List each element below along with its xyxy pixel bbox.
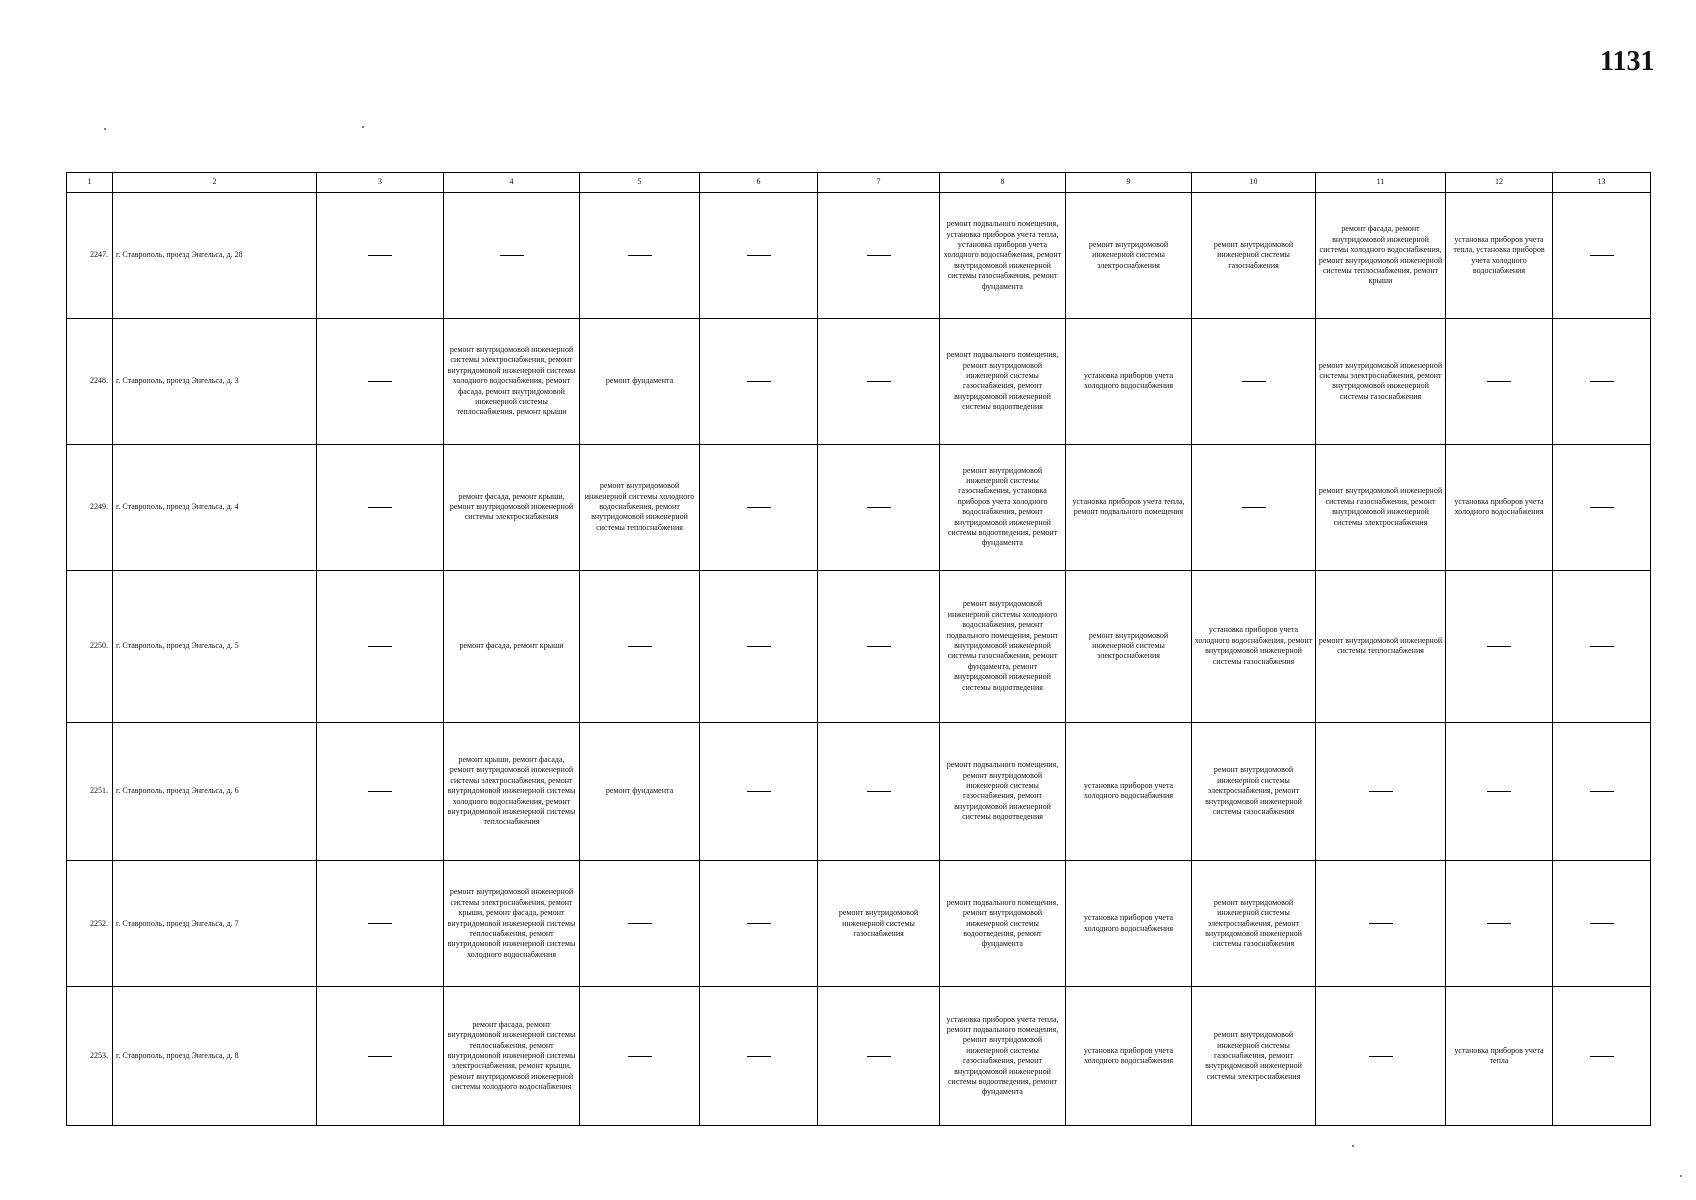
table-header: [67, 173, 1651, 193]
dash-mark: [1590, 255, 1614, 256]
empty-cell: [700, 193, 818, 319]
dash-mark: [368, 381, 392, 382]
repair-schedule-table: [66, 172, 1651, 1126]
dash-mark: [1369, 1056, 1393, 1057]
table-row: [67, 987, 1651, 1126]
works-cell: ремонт подвального помещения, установка приборов учета тепла, установка приборов учета холодного водоснабжения, ремонт внутридомовой инженерной системы газоснабжения, ремонт фундамента: [940, 193, 1066, 319]
dash-mark: [867, 791, 891, 792]
works-cell: ремонт внутридомовой инженерной системы электроснабжения, ремонт внутридомовой инженерной системы газоснабжения: [1316, 319, 1446, 444]
table-body: [67, 193, 1651, 1126]
dash-mark: [1590, 1056, 1614, 1057]
column-header: 1: [67, 173, 113, 193]
empty-cell: [580, 570, 700, 722]
scan-speck: [1680, 1175, 1682, 1177]
works-cell: ремонт внутридомовой инженерной системы электроснабжения, ремонт крыши, ремонт фасада, ремонт внутридомовой инженерной системы теплоснабжения, ремонт внутридомовой инженерной системы холодного водоснабжения: [444, 861, 580, 987]
column-header: 3: [317, 173, 444, 193]
dash-mark: [747, 791, 771, 792]
works-cell: ремонт внутридомовой инженерной системы газоснабжения, установка приборов учета холодного водоснабжения, ремонт внутридомовой инженерной системы водоотведения, ремонт фундамента: [940, 444, 1066, 570]
dash-mark: [628, 255, 652, 256]
works-cell: установка приборов учета тепла, ремонт подвального помещения, ремонт внутридомовой инженерной системы газоснабжения, ремонт внутридомовой инженерной системы водоотведения, ремонт фундамента: [940, 987, 1066, 1126]
address-cell: г. Ставрополь, проезд Энгельса, д. 8: [113, 987, 317, 1126]
empty-cell: [444, 193, 580, 319]
works-cell: ремонт внутридомовой инженерной системы электроснабжения, ремонт внутридомовой инженерной системы холодного водоснабжения, ремонт фасада, ремонт внутридомовой инженерной системы теплоснабжения, ремонт крыши: [444, 319, 580, 444]
dash-mark: [368, 1056, 392, 1057]
empty-cell: [818, 722, 940, 861]
empty-cell: [818, 319, 940, 444]
dash-mark: [1369, 791, 1393, 792]
works-cell: ремонт внутридомовой инженерной системы электроснабжения, ремонт внутридомовой инженерной системы газоснабжения: [1192, 861, 1316, 987]
column-header: 11: [1316, 173, 1446, 193]
column-header: 8: [940, 173, 1066, 193]
dash-mark: [867, 1056, 891, 1057]
address-cell: г. Ставрополь, проезд Энгельса, д. 28: [113, 193, 317, 319]
works-cell: ремонт внутридомовой инженерной системы холодного водоснабжения, ремонт подвального помещения, ремонт внутридомовой инженерной системы газоснабжения, ремонт фундамента, ремонт внутридомовой инженерной системы водоотведения: [940, 570, 1066, 722]
empty-cell: [700, 444, 818, 570]
column-header: 4: [444, 173, 580, 193]
column-header: 10: [1192, 173, 1316, 193]
works-cell: установка приборов учета холодного водоснабжения, ремонт внутридомовой инженерной системы газоснабжения: [1192, 570, 1316, 722]
works-cell: ремонт подвального помещения, ремонт внутридомовой инженерной системы газоснабжения, ремонт внутридомовой инженерной системы водоотведения: [940, 319, 1066, 444]
dash-mark: [1487, 923, 1511, 924]
column-header: 6: [700, 173, 818, 193]
dash-mark: [1590, 923, 1614, 924]
empty-cell: [1446, 861, 1553, 987]
empty-cell: [317, 193, 444, 319]
dash-mark: [628, 1056, 652, 1057]
dash-mark: [1487, 791, 1511, 792]
empty-cell: [700, 722, 818, 861]
dash-mark: [747, 1056, 771, 1057]
column-header: 5: [580, 173, 700, 193]
empty-cell: [580, 987, 700, 1126]
empty-cell: [580, 193, 700, 319]
works-cell: ремонт внутридомовой инженерной системы газоснабжения: [818, 861, 940, 987]
table-row: [67, 193, 1651, 319]
table-row: [67, 444, 1651, 570]
empty-cell: [1192, 444, 1316, 570]
works-cell: установка приборов учета холодного водоснабжения: [1066, 319, 1192, 444]
dash-mark: [747, 381, 771, 382]
empty-cell: [818, 570, 940, 722]
empty-cell: [1446, 319, 1553, 444]
empty-cell: [1446, 722, 1553, 861]
works-cell: ремонт внутридомовой инженерной системы газоснабжения, ремонт внутридомовой инженерной системы электроснабжения: [1192, 987, 1316, 1126]
column-header: 9: [1066, 173, 1192, 193]
empty-cell: [700, 319, 818, 444]
works-cell: установка приборов учета холодного водоснабжения: [1066, 722, 1192, 861]
empty-cell: [818, 444, 940, 570]
dash-mark: [1590, 646, 1614, 647]
dash-mark: [368, 646, 392, 647]
column-header: 12: [1446, 173, 1553, 193]
dash-mark: [867, 646, 891, 647]
empty-cell: [1316, 987, 1446, 1126]
scan-speck: [1352, 1145, 1354, 1147]
empty-cell: [1316, 722, 1446, 861]
table-row: [67, 861, 1651, 987]
column-header: 13: [1553, 173, 1651, 193]
empty-cell: [1553, 987, 1651, 1126]
empty-cell: [1553, 444, 1651, 570]
dash-mark: [628, 923, 652, 924]
address-cell: г. Ставрополь, проезд Энгельса, д. 6: [113, 722, 317, 861]
works-cell: ремонт внутридомовой инженерной системы газоснабжения, ремонт внутридомовой инженерной системы электроснабжения: [1316, 444, 1446, 570]
table-row: [67, 570, 1651, 722]
works-cell: ремонт внутридомовой инженерной системы холодного водоснабжения, ремонт внутридомовой инженерной системы теплоснабжения: [580, 444, 700, 570]
works-cell: ремонт внутридомовой инженерной системы электроснабжения: [1066, 570, 1192, 722]
empty-cell: [1553, 193, 1651, 319]
works-cell: ремонт фундамента: [580, 722, 700, 861]
column-header: 7: [818, 173, 940, 193]
row-number-cell: 2247.: [67, 193, 113, 319]
dash-mark: [368, 923, 392, 924]
column-header: 2: [113, 173, 317, 193]
works-cell: ремонт фасада, ремонт крыши, ремонт внутридомовой инженерной системы электроснабжения: [444, 444, 580, 570]
dash-mark: [1487, 381, 1511, 382]
empty-cell: [700, 570, 818, 722]
empty-cell: [1553, 570, 1651, 722]
works-cell: ремонт внутридомовой инженерной системы газоснабжения: [1192, 193, 1316, 319]
dash-mark: [747, 923, 771, 924]
dash-mark: [747, 255, 771, 256]
works-cell: установка приборов учета тепла, установка приборов учета холодного водоснабжения: [1446, 193, 1553, 319]
empty-cell: [1553, 722, 1651, 861]
empty-cell: [317, 444, 444, 570]
scan-speck: [104, 128, 106, 130]
empty-cell: [818, 987, 940, 1126]
empty-cell: [580, 861, 700, 987]
works-cell: ремонт внутридомовой инженерной системы теплоснабжения: [1316, 570, 1446, 722]
table-row: [67, 319, 1651, 444]
works-cell: установка приборов учета холодного водоснабжения: [1066, 987, 1192, 1126]
dash-mark: [1369, 923, 1393, 924]
works-cell: установка приборов учета холодного водоснабжения: [1446, 444, 1553, 570]
row-number-cell: 2250.: [67, 570, 113, 722]
empty-cell: [1553, 319, 1651, 444]
empty-cell: [1316, 861, 1446, 987]
works-cell: ремонт фасада, ремонт крыши: [444, 570, 580, 722]
dash-mark: [368, 255, 392, 256]
row-number-cell: 2251.: [67, 722, 113, 861]
dash-mark: [1242, 507, 1266, 508]
empty-cell: [700, 861, 818, 987]
works-cell: ремонт внутридомовой инженерной системы электроснабжения, ремонт внутридомовой инженерной системы газоснабжения: [1192, 722, 1316, 861]
works-cell: ремонт подвального помещения, ремонт внутридомовой инженерной системы водоотведения, ремонт фундамента: [940, 861, 1066, 987]
empty-cell: [317, 722, 444, 861]
empty-cell: [818, 193, 940, 319]
works-cell: ремонт внутридомовой инженерной системы электроснабжения: [1066, 193, 1192, 319]
works-cell: ремонт фундамента: [580, 319, 700, 444]
works-cell: ремонт фасада, ремонт внутридомовой инженерной системы холодного водоснабжения, ремонт внутридомовой инженерной системы теплоснабжения, ремонт крыши: [1316, 193, 1446, 319]
empty-cell: [1446, 570, 1553, 722]
empty-cell: [317, 987, 444, 1126]
dash-mark: [1487, 646, 1511, 647]
empty-cell: [317, 570, 444, 722]
works-cell: ремонт крыши, ремонт фасада, ремонт внутридомовой инженерной системы электроснабжения, ремонт внутридомовой инженерной системы холодного водоснабжения, ремонт внутридомовой инженерной системы теплоснабжения: [444, 722, 580, 861]
address-cell: г. Ставрополь, проезд Энгельса, д. 5: [113, 570, 317, 722]
page-number: 1131: [1600, 46, 1655, 77]
dash-mark: [867, 381, 891, 382]
works-cell: ремонт подвального помещения, ремонт внутридомовой инженерной системы газоснабжения, ремонт внутридомовой инженерной системы водоотведения: [940, 722, 1066, 861]
dash-mark: [1590, 381, 1614, 382]
address-cell: г. Ставрополь, проезд Энгельса, д. 3: [113, 319, 317, 444]
works-cell: установка приборов учета холодного водоснабжения: [1066, 861, 1192, 987]
address-cell: г. Ставрополь, проезд Энгельса, д. 7: [113, 861, 317, 987]
dash-mark: [500, 255, 524, 256]
empty-cell: [317, 319, 444, 444]
row-number-cell: 2252.: [67, 861, 113, 987]
address-cell: г. Ставрополь, проезд Энгельса, д. 4: [113, 444, 317, 570]
row-number-cell: 2253.: [67, 987, 113, 1126]
column-number-row: [67, 173, 1651, 193]
table-row: [67, 722, 1651, 861]
works-cell: установка приборов учета тепла: [1446, 987, 1553, 1126]
works-cell: установка приборов учета тепла, ремонт подвального помещения: [1066, 444, 1192, 570]
dash-mark: [368, 791, 392, 792]
row-number-cell: 2248.: [67, 319, 113, 444]
scan-speck: [362, 126, 364, 128]
dash-mark: [867, 255, 891, 256]
dash-mark: [1242, 381, 1266, 382]
empty-cell: [1553, 861, 1651, 987]
dash-mark: [747, 507, 771, 508]
dash-mark: [368, 507, 392, 508]
row-number-cell: 2249.: [67, 444, 113, 570]
works-cell: ремонт фасада, ремонт внутридомовой инженерной системы теплоснабжения, ремонт внутридомовой инженерной системы электроснабжения, ремонт крыши, ремонт внутридомовой инженерной системы холодного водоснабжения: [444, 987, 580, 1126]
empty-cell: [1192, 319, 1316, 444]
empty-cell: [700, 987, 818, 1126]
dash-mark: [628, 646, 652, 647]
dash-mark: [1590, 507, 1614, 508]
dash-mark: [867, 507, 891, 508]
empty-cell: [317, 861, 444, 987]
dash-mark: [1590, 791, 1614, 792]
dash-mark: [747, 646, 771, 647]
